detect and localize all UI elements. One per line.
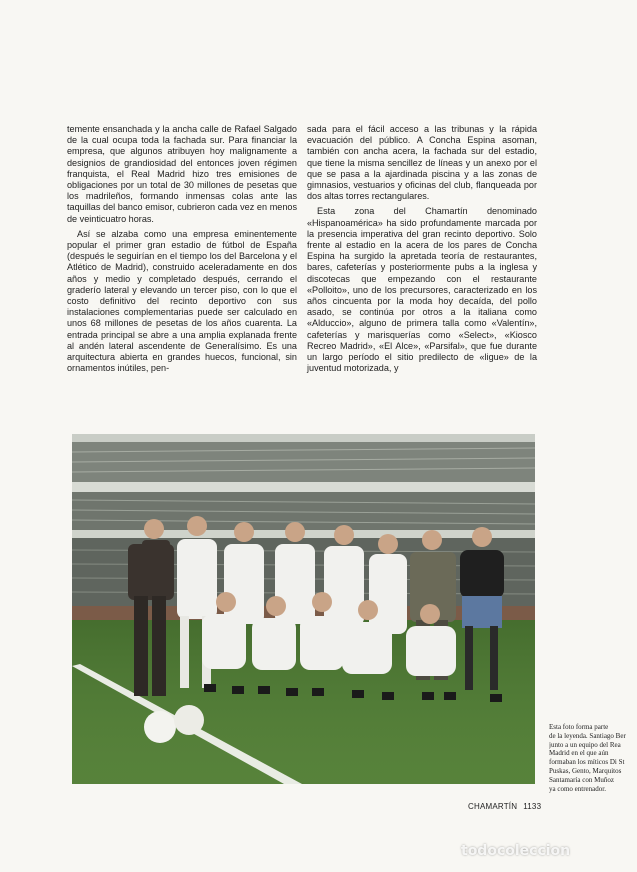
article-left-column <box>67 124 297 378</box>
article-right-column <box>307 124 537 378</box>
article-paragraph: Esta zona del Chamartín denominado «Hispanoamérica» ha sido profundamente marcada por la presencia imperativa del gran recinto deportivo. Solo frente al estadio en la acera de los pares de Concha Espina ha surgido la apretada teoría de restaurantes, bares, cafeterías y posteriormente pubs a la inglesa y discotecas que empezando con el restaurante «Polloito», uno de los precursores, caracterizado en los años cincuenta por la moda hoy decaída, del pollo asado, se continúa por otros a la italiana como «Alduccio», alguno de primera talla como «Valentín», cafeterías y marisquerías como «Select», «Kiosco Recreo Madrid», «El Alce», «Parsifal», que fue durante un largo período el sitio predilecto de «ligue» de la juventud motorizada, y <box>307 206 537 374</box>
team-photo <box>72 434 535 784</box>
team-photo-illustration <box>72 434 535 784</box>
section-name: CHAMARTÍN <box>468 802 518 811</box>
article-paragraph: temente ensanchada y la ancha calle de Rafael Salgado de la cual ocupa toda la fachada sur. Para financiar la empresa, que algunos atribuyen hoy malignamente a designios de grandiosidad del entonces joven régimen franquista, el Real Madrid hizo tres emisiones de obligaciones por un total de 30 millones de pesetas que los madrileños, formando inmensas colas ante las taquillas del banco emisor, cubrieron cada vez en menos de veinticuatro horas. <box>67 124 297 224</box>
article-paragraph: Así se alzaba como una empresa eminentemente popular el primer gran estadio de fútbol de España (después le seguirían en el tiempo los del Barcelona y el Atlético de Madrid), construido aceleradamente en dos años y medio y completado después, cerrando el graderío lateral y elevando un tercer piso, con lo que el costo definitivo del recinto deportivo con sus instalaciones complementarias puede ser calculado en unos 68 millones de pesetas de los años cuarenta. La entrada principal se abre a una amplia explanada frente al andén lateral ascendente de Generalísimo. Es una arquitectura abierta en grandes huecos, funcional, sin ornamentos inútiles, pen- <box>67 228 297 374</box>
article-paragraph: sada para el fácil acceso a las tribunas y la rápida evacuación del público. A Concha Espina asoman, también con ancha acera, la fachada sur del estadio, que tiene la misma sencillez de líneas y un anexo por el que se pasa a la ajardinada piscina y a las zonas de gimnasios, vestuarios y oficinas del club, flanqueada por dos altas torres rectangulares. <box>307 124 537 202</box>
watermark-logo: todocoleccion <box>461 843 571 859</box>
photo-caption: Esta foto forma parte de la leyenda. Santiago Ber junto a un equipo del Rea Madrid en el que aún formaban los míticos Di St Puskas, Gento, Marquitos Santamaría con Muñoz ya como entrenador. <box>549 723 626 793</box>
page-footer <box>468 802 547 811</box>
page-number: 1133 <box>523 802 542 811</box>
